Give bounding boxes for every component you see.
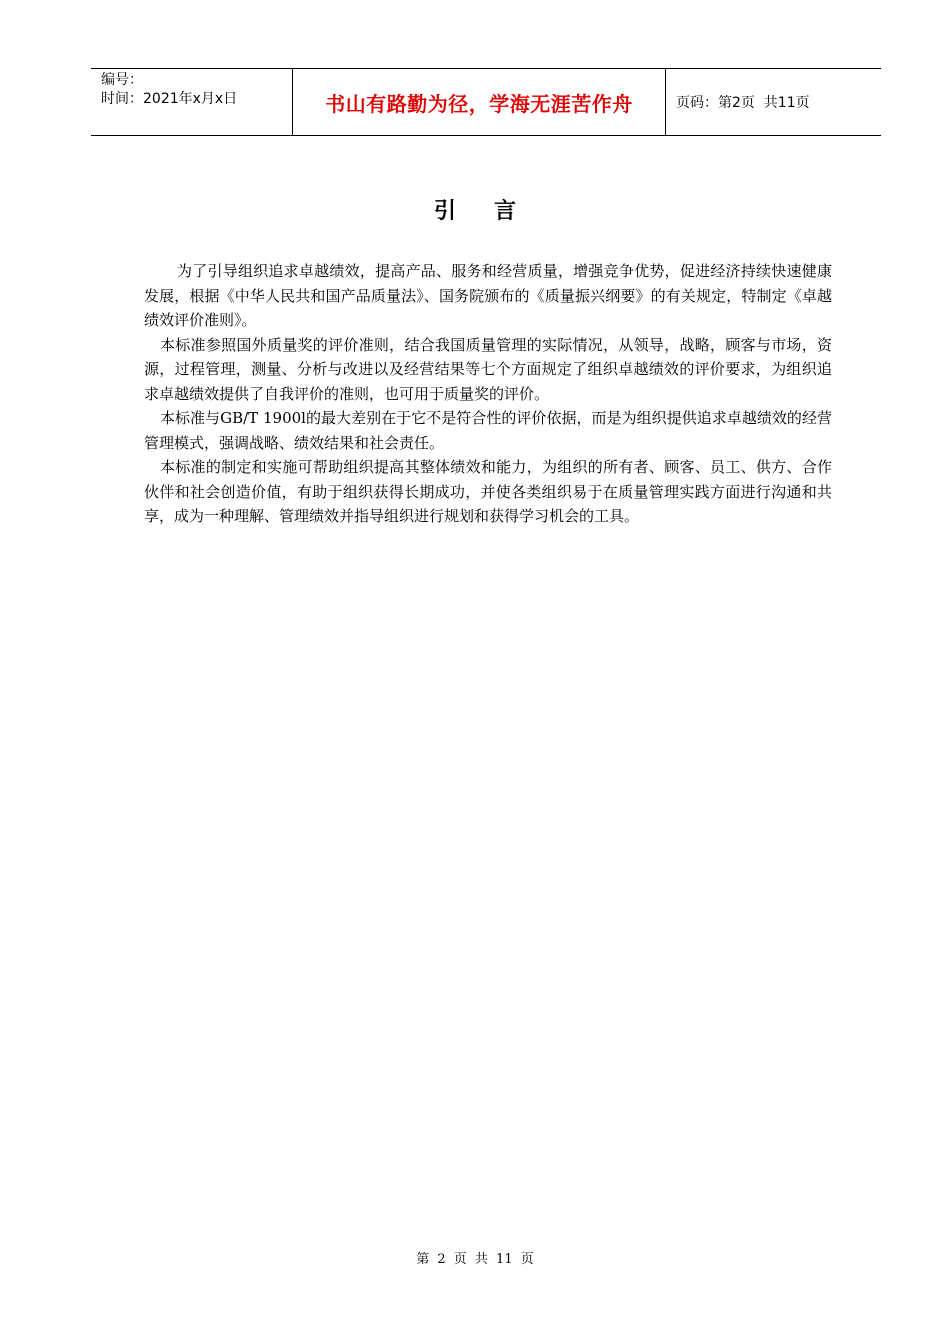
section-title: 引言 <box>433 199 554 224</box>
document-time-label: 时间：2021年x月x日 <box>101 91 238 107</box>
paragraph-1: 为了引导组织追求卓越绩效，提高产品、服务和经营质量，增强竞争优势，促进经济持续快速健康发展，根据《中华人民共和国产品质量法》、国务院颁布的《质量振兴纲要》的有关规定，特制定《卓越绩效评价准则》。 <box>144 262 832 329</box>
header-meta-cell <box>91 69 293 135</box>
page-footer: 第 2 页 共 11 页 <box>416 1252 534 1267</box>
header-page-cell <box>666 69 881 135</box>
page-header <box>91 68 881 136</box>
body-text <box>144 259 832 529</box>
header-slogan-cell <box>293 69 666 135</box>
paragraph-3: 本标准与GB/T 1900l的最大差别在于它不是符合性的评价依据，而是为组织提供追求卓越绩效的经营管理模式，强调战略、绩效结果和社会责任。 <box>144 409 832 452</box>
header-page-number: 页码：第2页 共11页 <box>676 95 810 111</box>
paragraph-4: 本标准的制定和实施可帮助组织提高其整体绩效和能力，为组织的所有者、顾客、员工、供方、合作伙伴和社会创造价值，有助于组织获得长期成功，并使各类组织易于在质量管理实践方面进行沟通和共享，成为一种理解、管理绩效并指导组织进行规划和获得学习机会的工具。 <box>144 458 832 525</box>
header-slogan: 书山有路勤为径，学海无涯苦作舟 <box>325 91 633 116</box>
document-number-label: 编号： <box>101 72 143 88</box>
paragraph-2: 本标准参照国外质量奖的评价准则，结合我国质量管理的实际情况，从领导，战略，顾客与市场，资源，过程管理，测量、分析与改进以及经营结果等七个方面规定了组织卓越绩效的评价要求，为组织追求卓越绩效提供了自我评价的准则，也可用于质量奖的评价。 <box>144 335 832 403</box>
